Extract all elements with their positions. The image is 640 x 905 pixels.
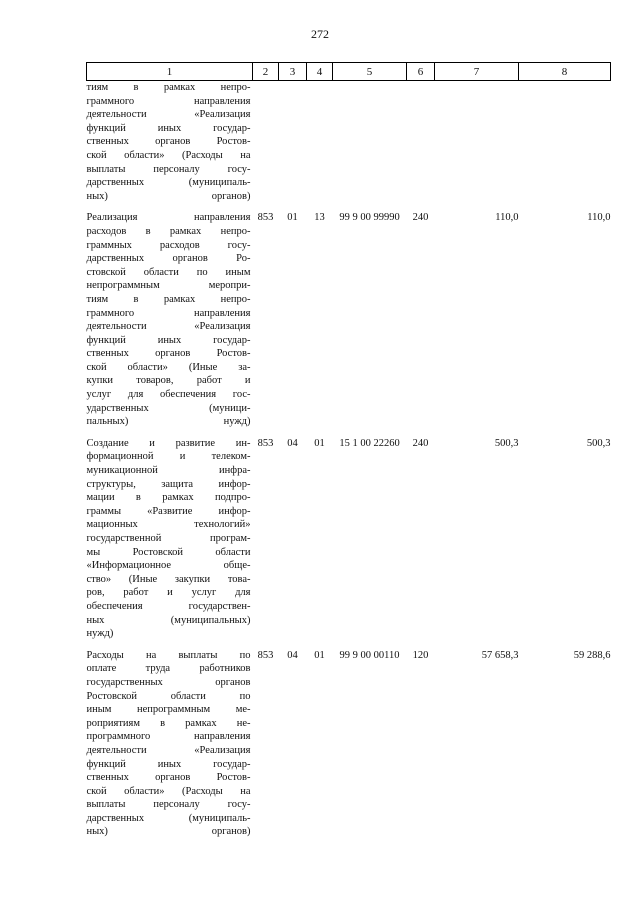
section-code: 04 bbox=[287, 437, 298, 449]
row-description bbox=[87, 429, 253, 641]
amount-year-2: 500,3 bbox=[586, 437, 611, 449]
description-line: тиям в рамках непро- bbox=[86, 82, 251, 93]
description-line: «Информационное обще- bbox=[86, 560, 251, 572]
description-line: Реализация направления bbox=[86, 212, 251, 224]
target-article-code bbox=[333, 81, 407, 204]
expense-type-code: 120 bbox=[412, 649, 429, 661]
description-line: иным непрограммным ме- bbox=[86, 704, 251, 716]
description-line: мации в рамках подпро- bbox=[86, 492, 251, 504]
subsection-code: 01 bbox=[314, 437, 325, 449]
description-line: ской области» (Расходы на bbox=[86, 149, 251, 161]
expense-type-code: 240 bbox=[412, 212, 429, 224]
description-line: граммного направления bbox=[86, 95, 251, 107]
target-article-code: 99 9 00 99990 bbox=[339, 212, 400, 224]
row-description bbox=[87, 81, 253, 204]
description-line: ных (муниципальных) bbox=[86, 614, 251, 626]
ministry-code: 853 bbox=[257, 212, 274, 224]
amount-year-2 bbox=[519, 81, 611, 204]
column-header-5: 5 bbox=[333, 63, 407, 81]
description-line: граммных расходов госу- bbox=[86, 239, 251, 251]
description-line: дарственных органов Ро- bbox=[86, 253, 251, 265]
column-header-1: 1 bbox=[87, 63, 253, 81]
subsection-code: 13 bbox=[314, 212, 325, 224]
amount-year-1: 110,0 bbox=[495, 212, 519, 224]
amount-year-2: 59 288,6 bbox=[573, 649, 611, 661]
amount-year-2: 110,0 bbox=[587, 212, 611, 224]
description-line: ных) органов) bbox=[86, 826, 251, 838]
description-line: государственных органов bbox=[86, 676, 251, 688]
description-line: деятельности «Реализация bbox=[86, 109, 251, 121]
subsection-code: 01 bbox=[314, 649, 325, 661]
row-description bbox=[87, 203, 253, 429]
target-article-code: 15 1 00 22260 bbox=[339, 437, 400, 449]
description-line: дарственных (муниципаль- bbox=[86, 177, 251, 189]
description-line: расходов в рамках непро- bbox=[86, 225, 251, 237]
description-line: граммного направления bbox=[86, 307, 251, 319]
description-line: выплаты персоналу госу- bbox=[86, 163, 251, 175]
column-header-2: 2 bbox=[253, 63, 279, 81]
description-line: обеспечения государствен- bbox=[86, 600, 251, 612]
description-line: ственных органов Ростов- bbox=[86, 136, 251, 148]
description-line: деятельности «Реализация bbox=[86, 744, 251, 756]
description-line: ственных органов Ростов- bbox=[86, 772, 251, 784]
row-description bbox=[87, 641, 253, 839]
ministry-code: 853 bbox=[257, 649, 274, 661]
subsection-code bbox=[307, 81, 333, 204]
description-line: ударственных (муници- bbox=[86, 402, 251, 414]
section-code: 04 bbox=[287, 649, 298, 661]
table-row bbox=[87, 81, 611, 204]
description-line: дарственных (муниципаль- bbox=[86, 812, 251, 824]
description-line: Расходы на выплаты по bbox=[86, 649, 251, 661]
page-number: 272 bbox=[311, 27, 329, 41]
description-line: нужд) bbox=[86, 628, 114, 640]
column-header-7: 7 bbox=[435, 63, 519, 81]
column-header-3: 3 bbox=[279, 63, 307, 81]
description-line: функций иных государ- bbox=[86, 122, 251, 134]
amount-year-1 bbox=[435, 81, 519, 204]
description-line: мы Ростовской области bbox=[86, 546, 251, 558]
description-line: стовской области по иным bbox=[86, 266, 251, 278]
ministry-code bbox=[253, 81, 279, 204]
description-line: непрограммным меропри- bbox=[86, 280, 251, 292]
table-row bbox=[87, 429, 611, 641]
description-line: Ростовской области по bbox=[86, 690, 251, 702]
description-line: услуг для обеспечения гос- bbox=[86, 389, 251, 401]
description-line: мационных технологий» bbox=[86, 519, 251, 531]
amount-year-1: 500,3 bbox=[494, 437, 519, 449]
description-line: структуры, защита инфор- bbox=[86, 478, 251, 490]
description-line: ров, работ и услуг для bbox=[86, 587, 251, 599]
description-line: Создание и развитие ин- bbox=[86, 437, 251, 449]
section-code bbox=[279, 81, 307, 204]
description-line: оплате труда работников bbox=[86, 663, 251, 675]
expense-type-code bbox=[407, 81, 435, 204]
description-line: муникационной инфра- bbox=[86, 465, 251, 477]
description-line: функций иных государ- bbox=[86, 758, 251, 770]
description-line: тиям в рамках непро- bbox=[86, 293, 251, 305]
description-line: ской области» (Расходы на bbox=[86, 785, 251, 797]
description-line: пальных) нужд) bbox=[86, 416, 251, 428]
expense-type-code: 240 bbox=[412, 437, 429, 449]
amount-year-1: 57 658,3 bbox=[481, 649, 519, 661]
description-line: ской области» (Иные за- bbox=[86, 361, 251, 373]
table-row bbox=[87, 203, 611, 429]
description-line: граммы «Развитие инфор- bbox=[86, 505, 251, 517]
description-line: ство» (Иные закупки това- bbox=[86, 573, 251, 585]
target-article-code: 99 9 00 00110 bbox=[339, 649, 400, 661]
description-line: формационной и телеком- bbox=[86, 451, 251, 463]
column-header-4: 4 bbox=[307, 63, 333, 81]
ministry-code: 853 bbox=[257, 437, 274, 449]
table-row bbox=[87, 641, 611, 839]
description-line: программного направления bbox=[86, 731, 251, 743]
column-header-6: 6 bbox=[407, 63, 435, 81]
description-line: функций иных государ- bbox=[86, 334, 251, 346]
budget-table bbox=[86, 62, 611, 839]
description-line: купки товаров, работ и bbox=[86, 375, 251, 387]
description-line: государственной програм- bbox=[86, 533, 251, 544]
section-code: 01 bbox=[287, 212, 298, 224]
description-line: выплаты персоналу госу- bbox=[86, 799, 251, 811]
description-line: ственных органов Ростов- bbox=[86, 348, 251, 360]
column-header-8: 8 bbox=[519, 63, 611, 81]
description-line: ных) органов) bbox=[86, 190, 251, 202]
description-line: деятельности «Реализация bbox=[86, 321, 251, 333]
header-row bbox=[87, 63, 611, 81]
description-line: роприятиям в рамках не- bbox=[86, 717, 251, 729]
